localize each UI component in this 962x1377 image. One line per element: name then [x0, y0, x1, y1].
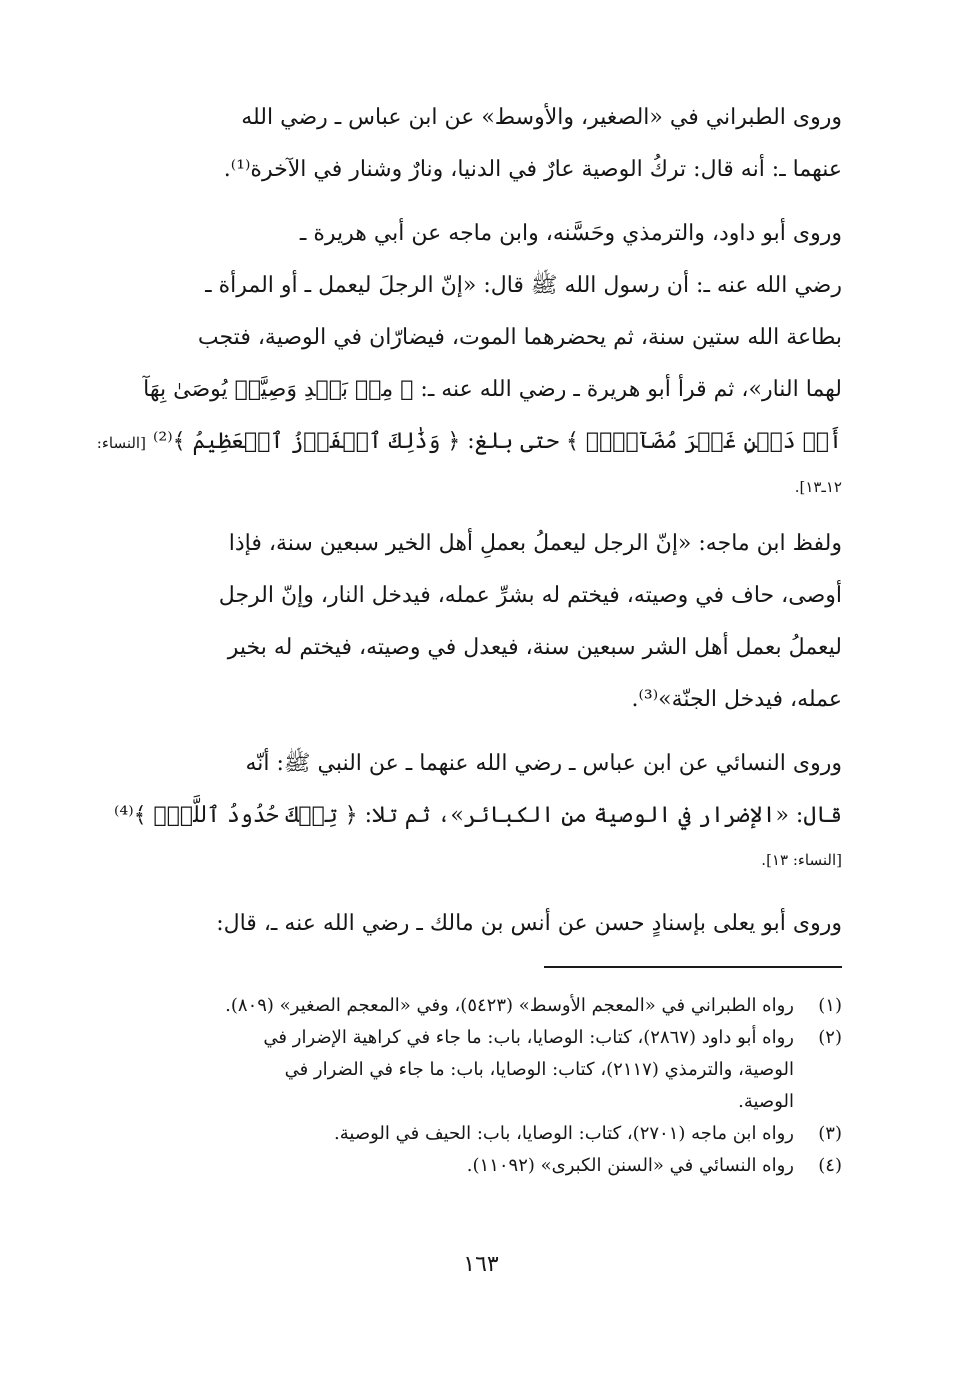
paragraph-line: وروى النسائي عن ابن عباس ـ رضي الله عنهما ـ عن النبي ﷺ: أنّه — [245, 751, 842, 776]
paragraph-line: عمله، فيدخل الجنّة»⁽³⁾. — [631, 687, 842, 712]
paragraph-line — [96, 416, 842, 469]
footnote-separator — [544, 966, 842, 968]
footnotes — [124, 990, 842, 1182]
footnote-line: الوصية، والترمذي (٢١١٧)، كتاب: الوصايا، باب: ما جاء في الضرار في — [284, 1059, 794, 1080]
footnote-number: (٢) — [818, 1027, 842, 1048]
footnote-line: الوصية. — [738, 1091, 794, 1112]
paragraph-5 — [124, 898, 842, 950]
footnote — [124, 1150, 842, 1182]
footnote-line: رواه الطبراني في «المعجم الأوسط» (٥٤٢٣)، وفي «المعجم الصغير» (٨٠٩). — [225, 995, 794, 1016]
paragraph-line: وروى الطبراني في «الصغير، والأوسط» عن ابن عباس ـ رضي الله — [241, 105, 842, 130]
paragraph-line-text: أَوۡ دَيۡنٍ غَيۡرَ مُضَآرّٖۚ ﴾ حتى بلغ: ﴿ وَذَٰلِكَ ٱلۡفَوۡزُ ٱلۡعَظِيمُ ﴾⁽²⁾ — [152, 429, 842, 454]
paragraph-line: وروى أبو يعلى بإسنادٍ حسن عن أنس بن مالك ـ رضي الله عنه ـ، قال: — [216, 911, 842, 936]
page-number: ١٦٣ — [463, 1252, 499, 1277]
paragraph-3 — [124, 518, 842, 726]
footnote-line: رواه ابن ماجه (٢٧٠١)، كتاب: الوصايا، باب: الحيف في الوصية. — [334, 1123, 794, 1144]
paragraph-line: قال: «الإضرار في الوصية من الكبائر»، ثم تلا: ﴿ تِلۡكَ حُدُودُ ٱللَّهِۚ ﴾⁽⁴⁾ — [113, 803, 842, 828]
footnote-number: (٣) — [818, 1123, 842, 1144]
paragraph-line: ليعملُ بعمل أهل الشر سبعين سنة، فيعدل في وصيته، فيختم له بخير — [227, 635, 842, 660]
quran-reference: [النساء: — [96, 434, 146, 452]
footnote-line: رواه أبو داود (٢٨٦٧)، كتاب: الوصايا، باب: ما جاء في كراهية الإضرار في — [263, 1027, 794, 1048]
paragraph-line: بطاعة الله ستين سنة، ثم يحضرهما الموت، فيضارّان في الوصية، فتجب — [197, 325, 842, 350]
paragraph-4 — [113, 738, 842, 878]
footnote-line: رواه النسائي في «السنن الكبرى» (١١٠٩٢). — [466, 1155, 794, 1176]
footnote — [124, 1022, 842, 1118]
footnote — [124, 1118, 842, 1150]
footnote-number: (١) — [818, 995, 842, 1016]
paragraph-line: ولفظ ابن ماجه: «إنّ الرجل ليعملُ بعملِ أهل الخير سبعين سنة، فإذا — [228, 531, 842, 556]
paragraph-line: وروى أبو داود، والترمذي وحَسَّنه، وابن ماجه عن أبي هريرة ـ — [299, 221, 842, 246]
quran-reference-line: ١٢ـ١٣]. — [794, 478, 842, 496]
footnote-number: (٤) — [818, 1155, 842, 1176]
paragraph-line: لهما النار»، ثم قرأ أبو هريرة ـ رضي الله عنه ـ: ﴿ مِنۢ بَعۡدِ وَصِيَّةٖ يُوصَىٰ بِهَآ — [143, 377, 842, 402]
paragraph-2 — [96, 208, 842, 505]
footnote — [124, 990, 842, 1022]
paragraph-1 — [124, 92, 842, 196]
paragraph-line: رضي الله عنه ـ: أن رسول الله ﷺ قال: «إنّ الرجلَ ليعمل ـ أو المرأة ـ — [205, 273, 842, 298]
quran-reference-line: [النساء: ١٣]. — [761, 851, 842, 869]
paragraph-line: أوصى، حاف في وصيته، فيختم له بشرِّ عمله، فيدخل النار، وإنّ الرجل — [218, 583, 842, 608]
paragraph-line: عنهما ـ: أنه قال: تركُ الوصية عارٌ في الدنيا، ونارٌ وشنار في الآخرة⁽¹⁾. — [223, 157, 842, 182]
